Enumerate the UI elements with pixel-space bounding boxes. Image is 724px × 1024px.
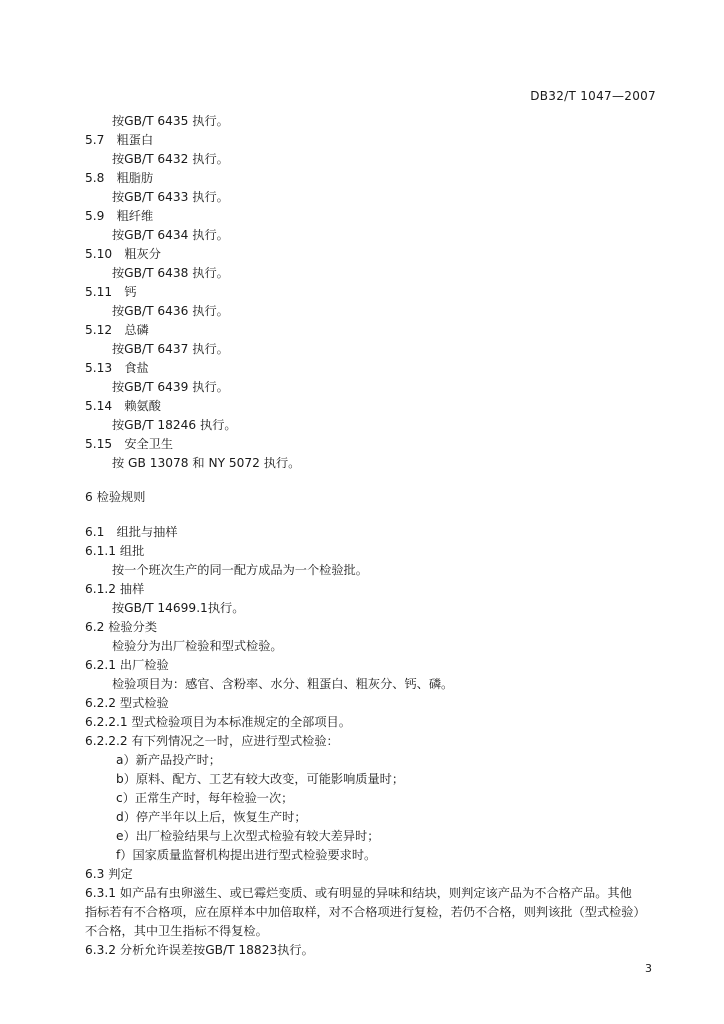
text-line: 按GB/T 6433 执行。 [112,190,229,204]
document-code-header: DB32/T 1047—2007 [530,89,656,103]
text-line: 按 GB 13078 和 NY 5072 执行。 [112,456,301,470]
section-heading: 5.10 粗灰分 [85,247,161,261]
text-line: 按GB/T 18246 执行。 [112,418,237,432]
text-line: 指标若有不合格项，应在原样本中加倍取样，对不合格项进行复检，若仍不合格，则判该批（型式检验） [85,905,646,919]
section-heading: 6.1.2 抽样 [85,582,145,596]
section-heading: 5.11 钙 [85,285,137,299]
list-item: a）新产品投产时； [116,753,221,767]
text-line: 按GB/T 6437 执行。 [112,342,229,356]
list-item: e）出厂检验结果与上次型式检验有较大差异时； [116,829,380,843]
section-heading: 5.14 赖氨酸 [85,399,161,413]
text-line: 按GB/T 6436 执行。 [112,304,229,318]
list-item: d）停产半年以上后，恢复生产时； [116,810,307,824]
page-number: 3 [645,962,652,975]
text-line: 6.3.1 如产品有虫卵滋生、或已霉烂变质、或有明显的异味和结块，则判定该产品为不合格产品。其他 [85,886,632,900]
section-heading: 6.1 组批与抽样 [85,525,178,539]
text-line: 6.2.2.1 型式检验项目为本标准规定的全部项目。 [85,715,351,729]
section-heading: 5.7 粗蛋白 [85,133,154,147]
section-heading: 6.2.2 型式检验 [85,696,169,710]
text-line: 6.3.2 分析允许误差按GB/T 18823执行。 [85,943,314,957]
text-line: 6.2.2.2 有下列情况之一时，应进行型式检验： [85,734,339,748]
section-heading: 5.9 粗纤维 [85,209,154,223]
section-heading: 6.2 检验分类 [85,620,158,634]
section-heading: 5.8 粗脂肪 [85,171,154,185]
spacer [0,507,724,523]
text-line: 检验项目为：感官、含粉率、水分、粗蛋白、粗灰分、钙、磷。 [112,677,454,691]
document-body [0,112,724,960]
text-line: 检验分为出厂检验和型式检验。 [112,639,283,653]
section-heading: 5.12 总磷 [85,323,149,337]
list-item: b）原料、配方、工艺有较大改变，可能影响质量时； [116,772,405,786]
text-line: 按GB/T 6438 执行。 [112,266,229,280]
list-item: c）正常生产时，每年检验一次； [116,791,294,805]
section-heading: 6.3 判定 [85,867,133,881]
text-line: 按一个班次生产的同一配方成品为一个检验批。 [112,563,368,577]
spacer [0,473,724,488]
text-line: 按GB/T 6435 执行。 [112,114,229,128]
text-line: 按GB/T 6434 执行。 [112,228,229,242]
text-line: 按GB/T 6432 执行。 [112,152,229,166]
text-line: 不合格，其中卫生指标不得复检。 [85,924,268,938]
chapter-heading: 6 检验规则 [85,490,146,504]
text-line: 按GB/T 6439 执行。 [112,380,229,394]
section-heading: 6.2.1 出厂检验 [85,658,169,672]
section-heading: 5.15 安全卫生 [85,437,174,451]
text-line: 按GB/T 14699.1执行。 [112,601,245,615]
section-heading: 5.13 食盐 [85,361,149,375]
section-heading: 6.1.1 组批 [85,544,145,558]
list-item: f）国家质量监督机构提出进行型式检验要求时。 [116,848,377,862]
